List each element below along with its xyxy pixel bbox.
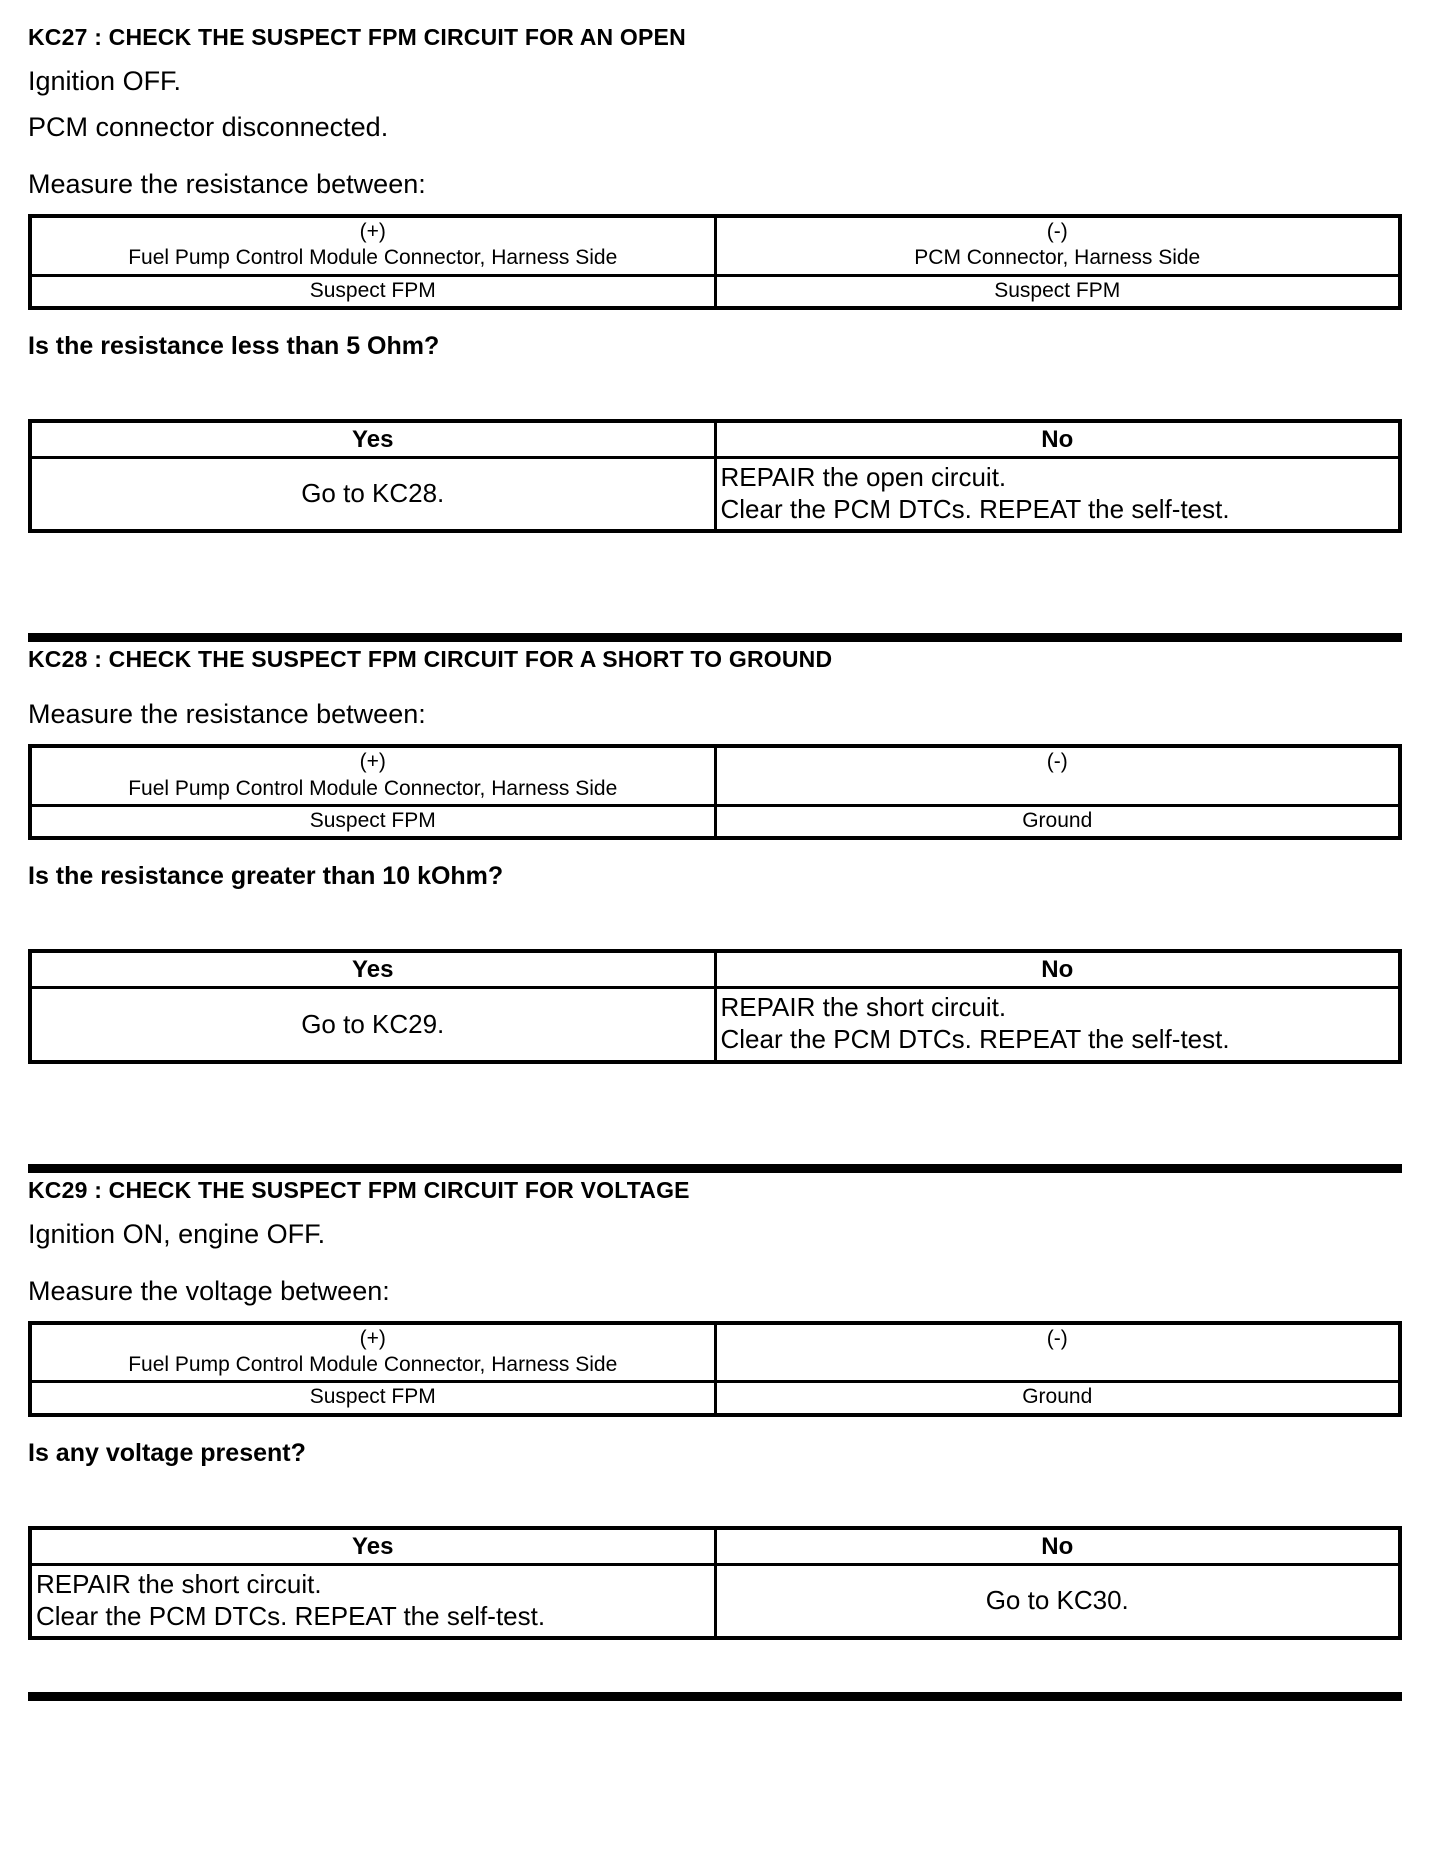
question-text: Is the resistance greater than 10 kOhm? bbox=[28, 862, 504, 891]
yes-action-line: Clear the PCM DTCs. REPEAT the self-test. bbox=[36, 1600, 546, 1631]
instruction-text: Measure the voltage between: bbox=[28, 1275, 390, 1306]
positive-pin-cell: Suspect FPM bbox=[30, 275, 715, 308]
positive-sign: (+) bbox=[359, 220, 386, 243]
yes-header-cell: Yes bbox=[30, 951, 715, 988]
decision-header-row bbox=[30, 1528, 1400, 1565]
negative-pin-cell: Suspect FPM bbox=[715, 275, 1400, 308]
measurement-value-row bbox=[30, 275, 1400, 308]
section-title: KC28 : CHECK THE SUSPECT FPM CIRCUIT FOR A SHORT TO GROUND bbox=[28, 646, 833, 673]
precondition-text: Ignition OFF. bbox=[28, 66, 182, 96]
negative-pin-cell: Ground bbox=[715, 1382, 1400, 1415]
decision-header-row bbox=[30, 421, 1400, 458]
yes-action-line: Go to KC29. bbox=[301, 1008, 445, 1039]
decision-table bbox=[28, 419, 1402, 534]
question-text: Is the resistance less than 5 Ohm? bbox=[28, 331, 440, 360]
decision-body-row bbox=[30, 988, 1400, 1062]
positive-connector-label: Fuel Pump Control Module Connector, Harness Side bbox=[128, 246, 618, 270]
no-header-cell: No bbox=[715, 1528, 1400, 1565]
precondition-text: Ignition ON, engine OFF. bbox=[28, 1218, 326, 1249]
decision-body-row bbox=[30, 1564, 1400, 1638]
measure-negative-header-cell bbox=[715, 1323, 1400, 1382]
section-title: KC27 : CHECK THE SUSPECT FPM CIRCUIT FOR AN OPEN bbox=[28, 24, 686, 50]
negative-pin-cell: Ground bbox=[715, 805, 1400, 838]
yes-header-cell: Yes bbox=[30, 1528, 715, 1565]
no-action-cell bbox=[715, 458, 1400, 532]
no-header-cell: No bbox=[715, 421, 1400, 458]
question-text: Is any voltage present? bbox=[28, 1438, 306, 1467]
yes-action-cell bbox=[30, 1564, 715, 1638]
no-action-cell bbox=[715, 1564, 1400, 1638]
precondition-text: PCM connector disconnected. bbox=[28, 112, 389, 142]
section-kc29 bbox=[28, 1177, 1402, 1640]
yes-action-line: REPAIR the short circuit. bbox=[36, 1568, 322, 1599]
section-title: KC29 : CHECK THE SUSPECT FPM CIRCUIT FOR VOLTAGE bbox=[28, 1176, 690, 1203]
measure-negative-header-cell bbox=[715, 746, 1400, 805]
measure-positive-header-cell bbox=[30, 1323, 715, 1382]
no-action-line: Go to KC30. bbox=[985, 1585, 1129, 1616]
section-divider bbox=[28, 1164, 1402, 1173]
no-action-line: Clear the PCM DTCs. REPEAT the self-test. bbox=[720, 493, 1230, 524]
measure-positive-header-cell bbox=[30, 746, 715, 805]
positive-connector-label: Fuel Pump Control Module Connector, Harness Side bbox=[128, 1353, 618, 1377]
negative-connector-label: PCM Connector, Harness Side bbox=[914, 246, 1201, 270]
decision-table bbox=[28, 949, 1402, 1064]
no-action-line: REPAIR the open circuit. bbox=[720, 462, 1007, 493]
positive-sign: (+) bbox=[359, 1326, 386, 1350]
yes-header-cell: Yes bbox=[30, 421, 715, 458]
no-action-line: Clear the PCM DTCs. REPEAT the self-test. bbox=[720, 1024, 1230, 1055]
section-kc28 bbox=[28, 646, 1402, 1063]
decision-table bbox=[28, 1526, 1402, 1641]
instruction-text: Measure the resistance between: bbox=[28, 699, 426, 730]
measurement-table bbox=[28, 1321, 1402, 1417]
instruction-text: Measure the resistance between: bbox=[28, 169, 426, 199]
positive-sign: (+) bbox=[359, 750, 386, 774]
negative-sign: (-) bbox=[1046, 750, 1068, 774]
measurement-table bbox=[28, 744, 1402, 840]
measurement-table bbox=[28, 214, 1402, 310]
measurement-header-row bbox=[30, 746, 1400, 805]
decision-header-row bbox=[30, 951, 1400, 988]
measure-positive-header-cell bbox=[30, 216, 715, 275]
positive-pin-cell: Suspect FPM bbox=[30, 805, 715, 838]
positive-connector-label: Fuel Pump Control Module Connector, Harness Side bbox=[128, 776, 618, 800]
yes-action-line: Go to KC28. bbox=[301, 478, 445, 509]
positive-pin-cell: Suspect FPM bbox=[30, 1382, 715, 1415]
section-kc27 bbox=[28, 24, 1402, 533]
negative-sign: (-) bbox=[1046, 1326, 1068, 1350]
yes-action-cell bbox=[30, 988, 715, 1062]
measurement-header-row bbox=[30, 216, 1400, 275]
measurement-header-row bbox=[30, 1323, 1400, 1382]
section-divider bbox=[28, 633, 1402, 642]
section-divider bbox=[28, 1692, 1402, 1701]
measurement-value-row bbox=[30, 1382, 1400, 1415]
no-header-cell: No bbox=[715, 951, 1400, 988]
no-action-cell bbox=[715, 988, 1400, 1062]
yes-action-cell bbox=[30, 458, 715, 532]
no-action-line: REPAIR the short circuit. bbox=[720, 992, 1007, 1023]
negative-sign: (-) bbox=[1046, 220, 1068, 243]
measure-negative-header-cell bbox=[715, 216, 1400, 275]
measurement-value-row bbox=[30, 805, 1400, 838]
decision-body-row bbox=[30, 458, 1400, 532]
